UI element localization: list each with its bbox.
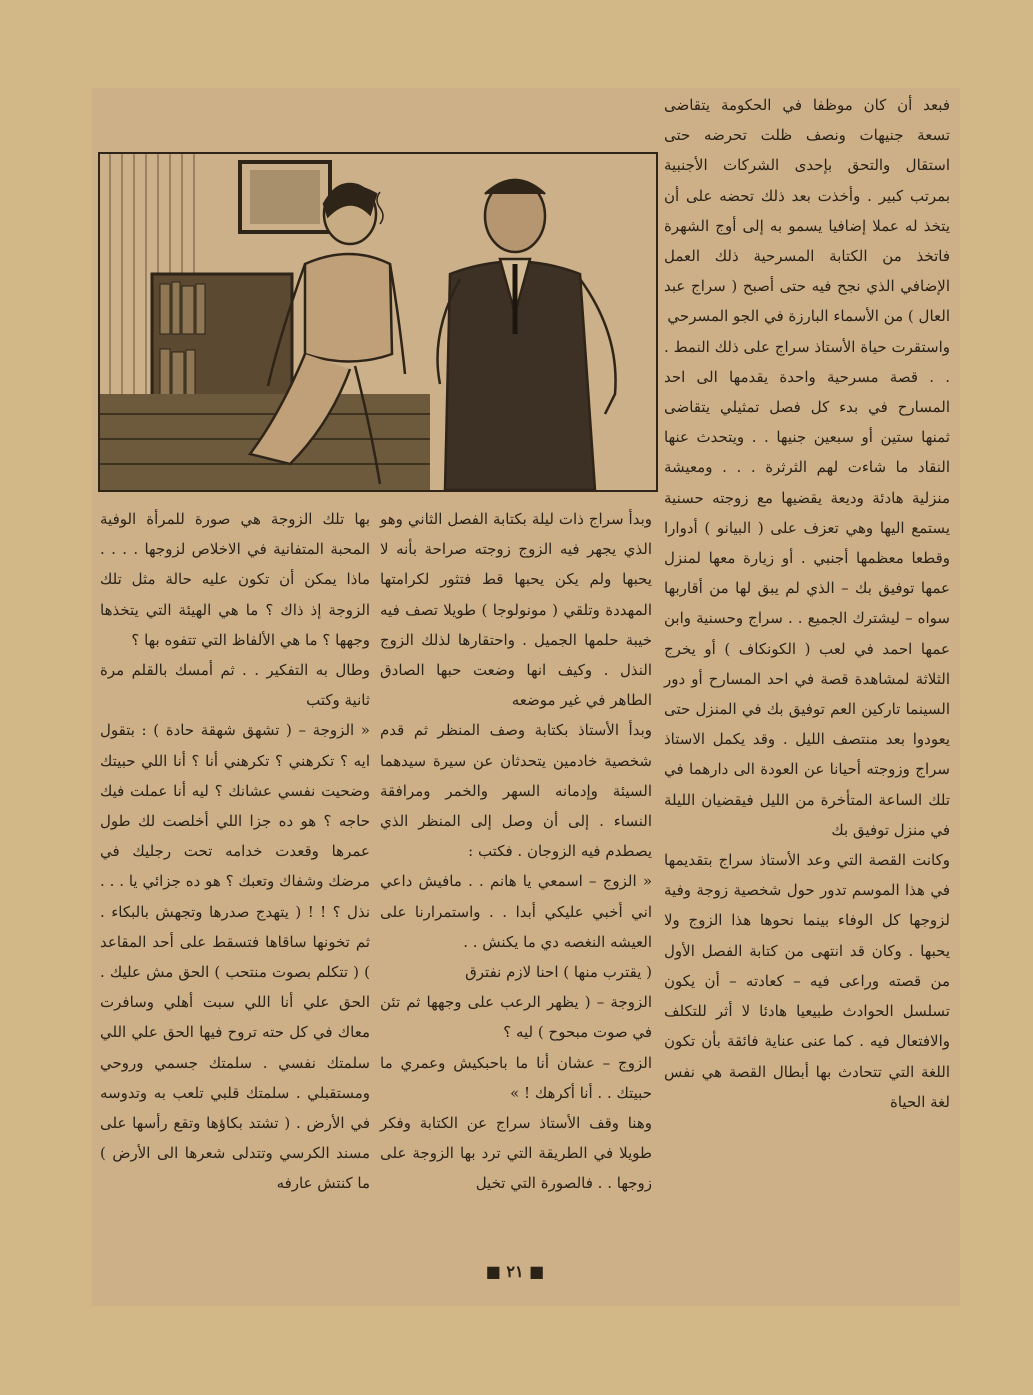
paragraph: وبدأ الأستاذ بكتابة وصف المنظر ثم قدم شخصية خادمين يتحدثان عن سيرة سيدهما السيئة وإدمانه السهر والخمر ومرافقة النساء . إلى أن وصل إلى المنظر الذي يصطدم فيه الزوجان . فكتب : [380,721,652,861]
paragraph: وبدأ سراج ذات ليلة بكتابة الفصل الثاني وهو الذي يجهر فيه الزوج زوجته صراحة بأنه لا يحبها ولم يكن يحبها قط فتثور لكرامتها المهددة وتلقي ( مونولوجا ) طويلا تصف فيه خيبة حلمها الجميل . واحتقارها لذلك الزوج النذل . وكيف انها وضعت حبها الصادق الطاهر في غير موضعه [380,510,652,710]
paragraph: وهنا وقف الأستاذ سراج عن الكتابة وفكر طويلا في الطريقة التي ترد بها الزوجة على زوجها . . فالصورة التي تخيل [380,1114,652,1193]
paragraph: بها تلك الزوجة هي صورة للمرأة الوفية المحبة المتفانية في الاخلاص لزوجها . . . . ماذا يمكن أن تكون عليه حالة مثل تلك الزوجة إذ ذاك ؟ ما هي الهيئة التي يتخذها وجهها ؟ ما هي الألفاظ التي تتفوه بها ؟ [100,510,370,649]
text-column-left [100,504,370,1199]
paragraph: « الزوج – اسمعي يا هانم . . مافيش داعي اني أخبي عليكي أبدا . . واستمرارنا على العيشه النغصه دي ما يكنش . . [380,872,652,951]
text-column-middle [380,504,652,1199]
paragraph: « الزوجة – ( تشهق شهقة حادة ) : بتقول ايه ؟ تكرهني ؟ تكرهني أنا ؟ أنا اللي حبيتك وضحيت نفسي عشانك ؟ ليه أنا عملت فيك حاجه ؟ هو ده جزا اللي أخلصت لك طول عمرها وقعدت خدامه تحت رجليك في مرضك وشفاك وتعبك ؟ هو ده جزائي يا . . . نذل ؟ ! ! ( يتهدج صدرها وتجهش بالبكاء . ثم تخونها ساقاها فتسقط على أحد المقاعد ) ( تتكلم بصوت منتحب ) الحق مش عليك . الحق علي أنا اللي سبت أهلي وسافرت معاك في كل حته تروح فيها الحق علي اللي سلمتك نفسي . سلمتك جسمي وروحي ومستقبلي . سلمتك قلبي تلعب به وتدوسه في الأرض . ( تشتد بكاؤها وتقع رأسها على مسند الكرسي وتتدلى شعرها الى الأرض ) ما كنتش عارفه [100,721,370,1193]
paragraph: الزوج – عشان أنا ما باحبكيش وعمري ما حبيتك . . أنا أكرهك ! » [380,1053,652,1102]
man-and-woman-illustration-icon [100,154,656,490]
text-column-right [664,90,950,1117]
paragraph: وطال به التفكير . . ثم أمسك بالقلم مرة ثانية وكتب [100,661,370,710]
paragraph: الزوجة – ( يظهر الرعب على وجهها ثم تئن في صوت مبحوح ) ليه ؟ [380,993,652,1042]
paragraph: وكانت القصة التي وعد الأستاذ سراج بتقديمها في هذا الموسم تدور حول شخصية زوجة وفية لزوجها كل الوفاء بينما نحوها هذا الزوج ولا يحبها . وكان قد انتهى من كتابة الفصل الأول من قصته وراعى فيه – كعادته – أن يكون تسلسل الحوادث طبيعيا هادئا لا أثر للتكلف والافتعال فيه . كما عنى عناية فائقة بأن تكون اللغة التي تتحادث بها أبطال القصة هي نفس لغة الحياة [664,851,950,1111]
page-number: ■ ٢١ ■ [485,1262,545,1281]
illustration [98,152,658,492]
paragraph: فبعد أن كان موظفا في الحكومة يتقاضى تسعة جنيهات ونصف ظلت تحرضه حتى استقال والتحق بإحدى الشركات الأجنبية بمرتب كبير . وأخذت بعد ذلك تحضه على أن يتخذ له عملا إضافيا يسمو به إلى أوج الشهرة فاتخذ من الكتابة المسرحية ذلك العمل الإضافي الذي نجح فيه حتى أصبح ( سراج عبد العال ) من الأسماء البارزة في الجو المسرحي [664,96,950,326]
paragraph: ( يقترب منها ) احنا لازم نفترق [465,963,652,982]
paragraph: واستقرت حياة الأستاذ سراج على ذلك النمط . . . قصة مسرحية واحدة يقدمها الى احد المسارح في بدء كل فصل تمثيلي يتقاضى ثمنها ستين أو سبعين جنيها . . ويتحدث عنها النقاد ما شاءت لهم الثرثرة . . . ومعيشة منزلية هادئة وديعة يقضيها مع زوجته حسنية يستمع اليها وهي تعزف على ( البيانو ) أدوارا وقطعا معظمها أجنبي . أو زيارة معها لمنزل عمها توفيق بك – الذي لم يبق لها من أقاربها سواه – ليشترك الجميع . . سراج وحسنية وابن عمها احمد في لعب ( الكونكاف ) أو يخرج الثلاثة لمشاهدة قصة في احد المسارح أو دور السينما تاركين العم توفيق بك في المنزل حتى يعودوا بعد منتصف الليل . وقد يكمل الاستاذ سراج وزوجته أحيانا عن العودة الى دارهما في تلك الساعة المتأخرة من الليل فيقضيان الليلة في منزل توفيق بك [664,337,950,839]
